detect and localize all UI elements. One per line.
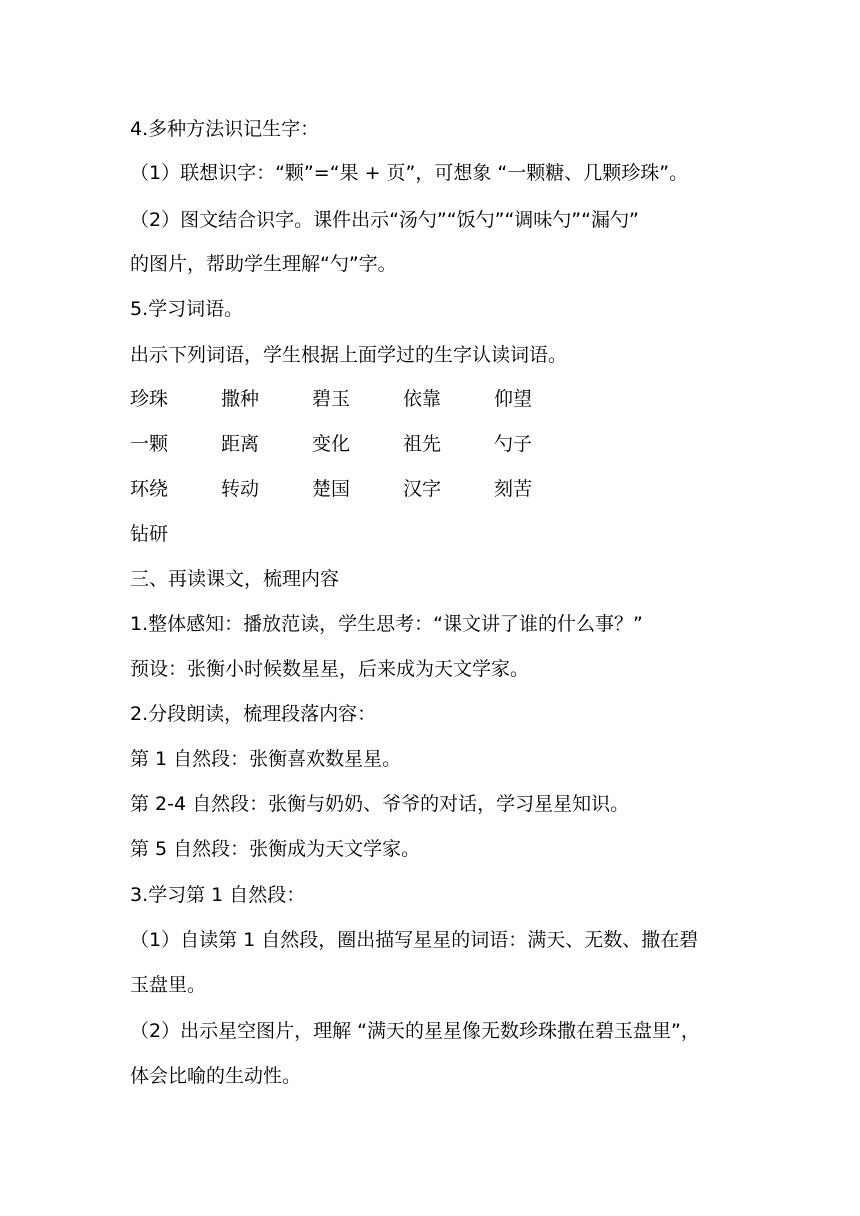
vocab-word: 碧玉	[312, 388, 351, 410]
heading-paragraph-reading: 2.分段朗读，梳理段落内容：	[130, 703, 377, 725]
heading-section-three: 三、再读课文，梳理内容	[130, 568, 340, 590]
vocab-word: 仰望	[494, 388, 533, 410]
paragraph-natural-5: 第 5 自然段：张衡成为天文学家。	[130, 838, 421, 860]
paragraph-starry-sky-2: 体会比喻的生动性。	[130, 1065, 302, 1087]
word-row	[130, 520, 221, 548]
vocab-word: 撒种	[221, 388, 260, 410]
paragraph-self-read-1: （1）自读第 1 自然段，圈出描写星星的词语：满天、无数、撒在碧	[130, 929, 699, 951]
vocab-word: 环绕	[130, 478, 169, 500]
paragraph-show-words: 出示下列词语，学生根据上面学过的生字认读词语。	[130, 344, 568, 366]
word-row	[130, 475, 585, 503]
vocab-word: 距离	[221, 433, 260, 455]
paragraph-natural-1: 第 1 自然段：张衡喜欢数星星。	[130, 748, 402, 770]
word-row	[130, 430, 585, 458]
vocab-word: 祖先	[403, 433, 442, 455]
heading-learn-paragraph-1: 3.学习第 1 自然段：	[130, 884, 306, 906]
heading-learn-words: 5.学习词语。	[130, 298, 244, 320]
vocab-word: 楚国	[312, 478, 351, 500]
vocab-word: 转动	[221, 478, 260, 500]
vocab-word: 勺子	[494, 433, 533, 455]
paragraph-self-read-2: 玉盘里。	[130, 974, 207, 996]
paragraph-overall-perception: 1.整体感知：播放范读，学生思考：“课文讲了谁的什么事？”	[130, 613, 643, 635]
vocab-word: 刻苦	[494, 478, 533, 500]
vocab-word: 依靠	[403, 388, 442, 410]
vocab-word: 一颗	[130, 433, 169, 455]
vocab-word: 钻研	[130, 523, 169, 545]
vocab-word: 汉字	[403, 478, 442, 500]
paragraph-natural-2-4: 第 2-4 自然段：张衡与奶奶、爷爷的对话，学习星星知识。	[130, 793, 630, 815]
paragraph-association: （1）联想识字：“颗”=“果 + 页”，可想象 “一颗糖、几颗珍珠”。	[130, 162, 689, 184]
paragraph-picture-text-1: （2）图文结合识字。课件出示“汤勺”“饭勺”“调味勺”“漏勺”	[130, 209, 639, 231]
heading-identify-characters: 4.多种方法识记生字：	[130, 118, 320, 140]
vocab-word: 变化	[312, 433, 351, 455]
paragraph-starry-sky-1: （2）出示星空图片，理解 “满天的星星像无数珍珠撒在碧玉盘里”，	[130, 1020, 700, 1042]
vocab-word: 珍珠	[130, 388, 169, 410]
paragraph-picture-text-2: 的图片，帮助学生理解“勺”字。	[130, 253, 397, 275]
word-row	[130, 385, 585, 413]
paragraph-preset: 预设：张衡小时候数星星，后来成为天文学家。	[130, 658, 530, 680]
